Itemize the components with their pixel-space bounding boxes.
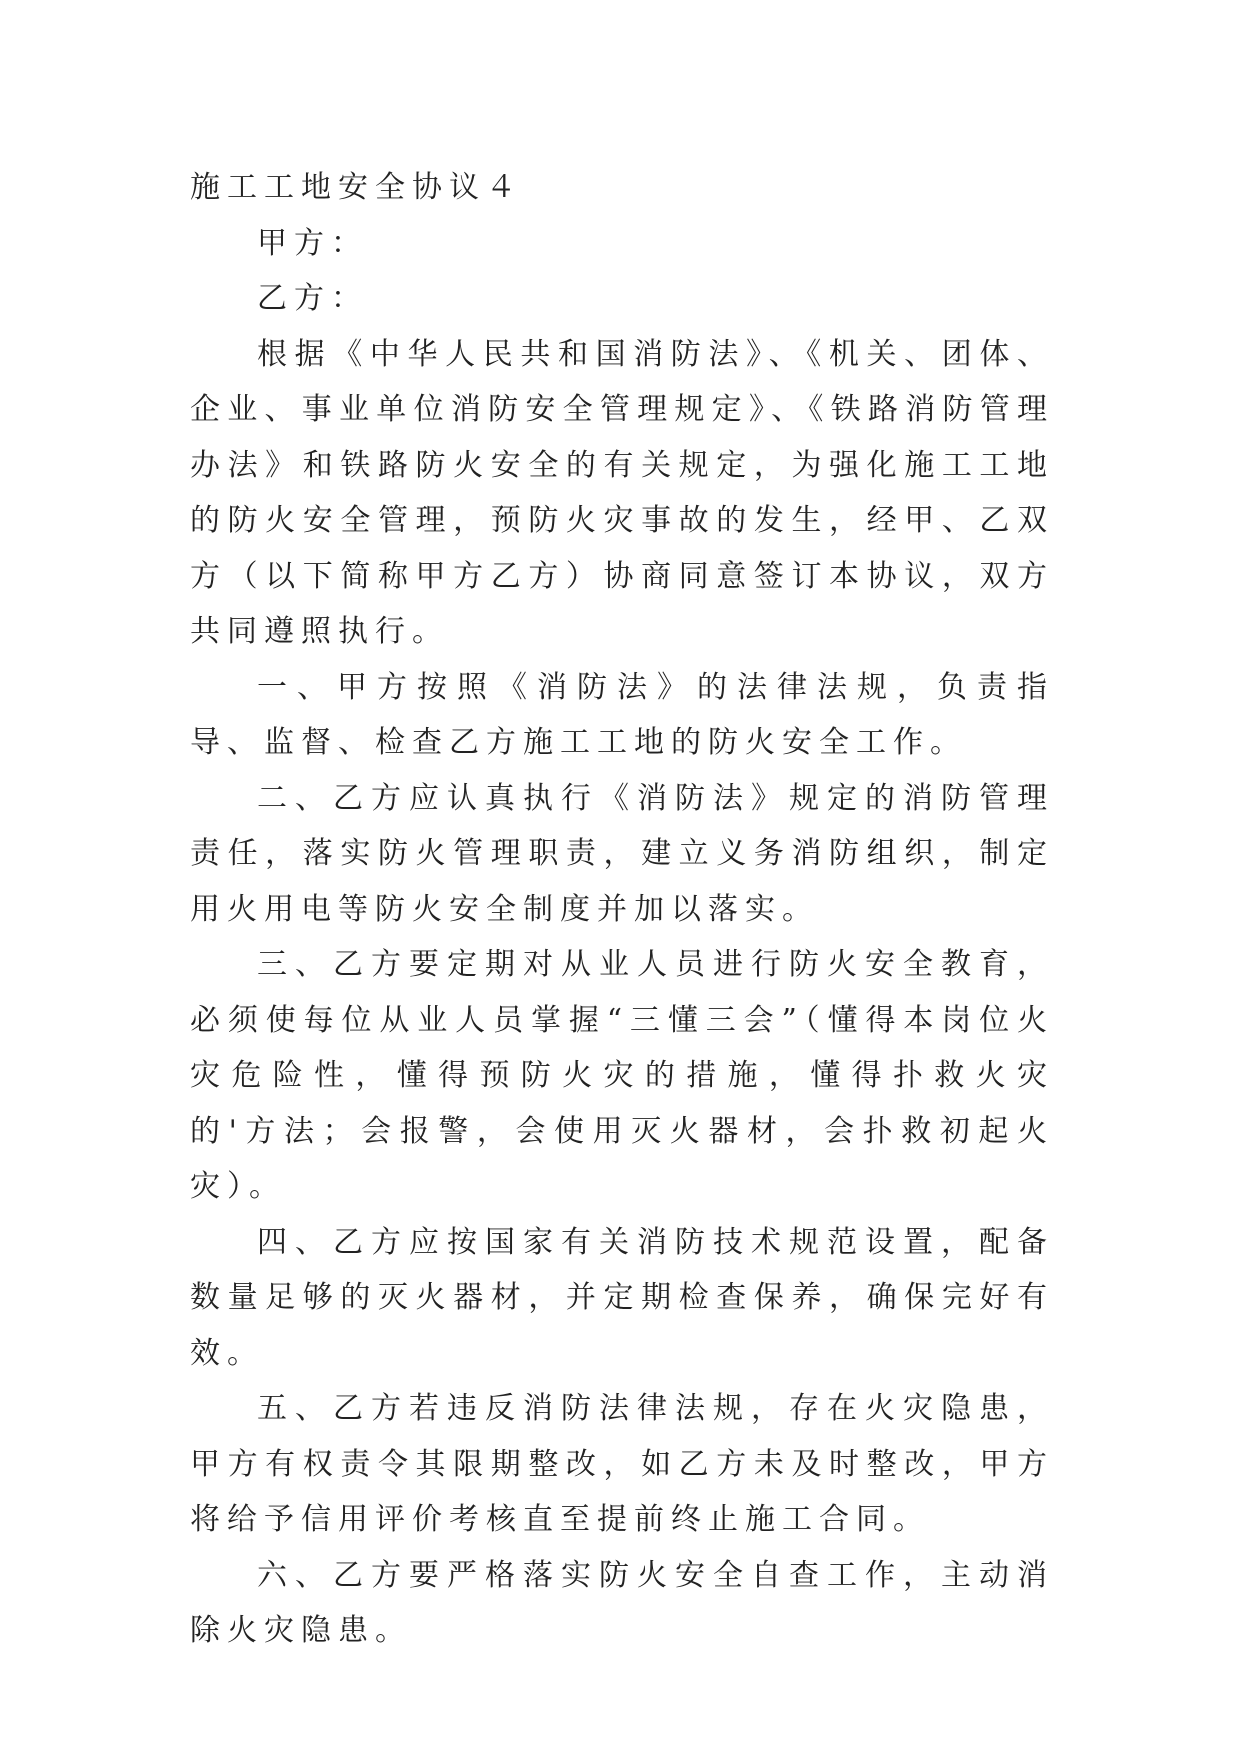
clause-6-paragraph: 六、乙方要严格落实防火安全自查工作，主动消除火灾隐患。 xyxy=(190,1557,1054,1648)
document-title: 施工工地安全协议４ xyxy=(190,170,523,205)
preamble-paragraph: 根据《中华人民共和国消防法》、《机关、团体、企业、事业单位消防安全管理规定》、《铁路消防管理办法》和铁路防火安全的有关规定，为强化施工工地的防火安全管理，预防火灾事故的发生，经甲、乙双方（以下简称甲方乙方）协商同意签订本协议，双方共同遵照执行。 xyxy=(190,336,1054,649)
clause-4-paragraph: 四、乙方应按国家有关消防技术规范设置，配备数量足够的灭火器材，并定期检查保养，确保完好有效。 xyxy=(190,1224,1054,1371)
clause-1-paragraph: 一、甲方按照《消防法》的法律法规，负责指导、监督、检查乙方施工工地的防火安全工作。 xyxy=(190,669,1054,760)
document-body xyxy=(190,160,1054,1659)
party-a-line: 甲方： xyxy=(257,225,368,261)
clause-3-paragraph: 三、乙方要定期对从业人员进行防火安全教育，必须使每位从业人员掌握“三懂三会”（懂得本岗位火灾危险性，懂得预防火灾的措施，懂得扑救火灾的'方法；会报警，会使用灭火器材，会扑救初起火灾）。 xyxy=(190,947,1054,1204)
party-b-line: 乙方： xyxy=(257,281,368,316)
clause-5-paragraph: 五、乙方若违反消防法律法规，存在火灾隐患，甲方有权责令其限期整改，如乙方未及时整改，甲方将给予信用评价考核直至提前终止施工合同。 xyxy=(190,1391,1054,1537)
clause-2-paragraph: 二、乙方应认真执行《消防法》规定的消防管理责任，落实防火管理职责，建立义务消防组织，制定用火用电等防火安全制度并加以落实。 xyxy=(190,780,1054,927)
